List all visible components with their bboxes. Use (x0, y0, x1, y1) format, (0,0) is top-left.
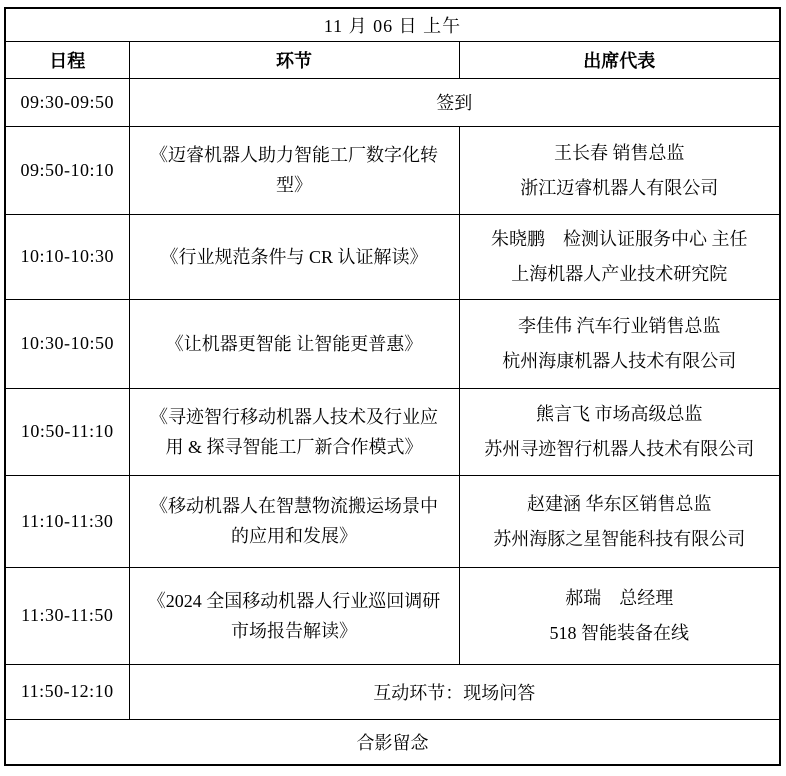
column-header-session: 环节 (129, 41, 459, 78)
session-title-line: 《让机器更智能 让智能更普惠》 (165, 333, 423, 354)
speaker-line: 朱晓鹏 检测认证服务中心 主任 (491, 229, 748, 249)
group-photo-cell: 合影留念 (5, 719, 780, 765)
time-cell: 11:50-12:10 (5, 664, 129, 719)
table-row-footer (5, 719, 780, 765)
representative-cell (459, 126, 780, 214)
table-row (5, 214, 780, 299)
representative-cell (459, 214, 780, 299)
session-cell (129, 126, 459, 214)
speaker-line: 王长春 销售总监 (554, 142, 685, 163)
session-title-line: 用 & 探寻智能工厂新合作模式》 (165, 436, 423, 457)
session-title-line: 的应用和发展》 (231, 526, 357, 546)
table-row (5, 126, 780, 214)
representative-cell (459, 475, 780, 567)
table-title: 11 月 06 日 上午 (5, 8, 780, 41)
session-title-line: 《2024 全国移动机器人行业巡回调研 (147, 590, 441, 611)
session-title-line: 市场报告解读》 (231, 620, 357, 641)
time-cell: 10:30-10:50 (5, 299, 129, 388)
time-cell: 10:50-11:10 (5, 388, 129, 475)
speaker-line: 熊言飞 市场高级总监 (536, 404, 703, 424)
speaker-line: 郝瑞 总经理 (565, 588, 674, 608)
time-cell: 11:10-11:30 (5, 475, 129, 567)
time-cell: 11:30-11:50 (5, 567, 129, 664)
company-line: 518 智能装备在线 (549, 623, 690, 643)
table-row (5, 299, 780, 388)
session-title-line: 《行业规范条件与 CR 认证解读》 (160, 246, 428, 267)
session-cell (129, 214, 459, 299)
session-title-line: 《迈睿机器人助力智能工厂数字化转 (150, 145, 438, 165)
company-line: 苏州海豚之星智能科技有限公司 (493, 528, 746, 549)
representative-cell (459, 299, 780, 388)
table-row (5, 664, 780, 719)
column-header-schedule: 日程 (5, 41, 129, 78)
table-row-title (5, 8, 780, 41)
time-cell: 10:10-10:30 (5, 214, 129, 299)
representative-cell (459, 388, 780, 475)
time-cell: 09:50-10:10 (5, 126, 129, 214)
representative-cell (459, 567, 780, 664)
session-title-line: 《移动机器人在智慧物流搬运场景中 (150, 496, 438, 516)
session-cell (129, 299, 459, 388)
session-title-line: 《寻迹智行移动机器人技术及行业应 (150, 406, 438, 427)
qa-session-cell: 互动环节：现场问答 (129, 664, 780, 719)
table-row (5, 78, 780, 126)
session-cell (129, 475, 459, 567)
table-row (5, 388, 780, 475)
table-row (5, 567, 780, 664)
speaker-line: 李佳伟 汽车行业销售总监 (518, 316, 721, 336)
company-line: 浙江迈睿机器人有限公司 (520, 177, 719, 198)
table-row-headers (5, 41, 780, 78)
company-line: 杭州海康机器人技术有限公司 (502, 351, 737, 371)
signin-cell: 签到 (129, 78, 780, 126)
session-cell (129, 388, 459, 475)
session-title-line: 型》 (276, 175, 312, 195)
table-row (5, 475, 780, 567)
company-line: 苏州寻迹智行机器人技术有限公司 (484, 439, 755, 459)
session-cell (129, 567, 459, 664)
column-header-representatives: 出席代表 (459, 41, 780, 78)
time-cell: 09:30-09:50 (5, 78, 129, 126)
speaker-line: 赵建涵 华东区销售总监 (527, 493, 712, 514)
company-line: 上海机器人产业技术研究院 (511, 264, 728, 284)
schedule-table (4, 7, 781, 766)
